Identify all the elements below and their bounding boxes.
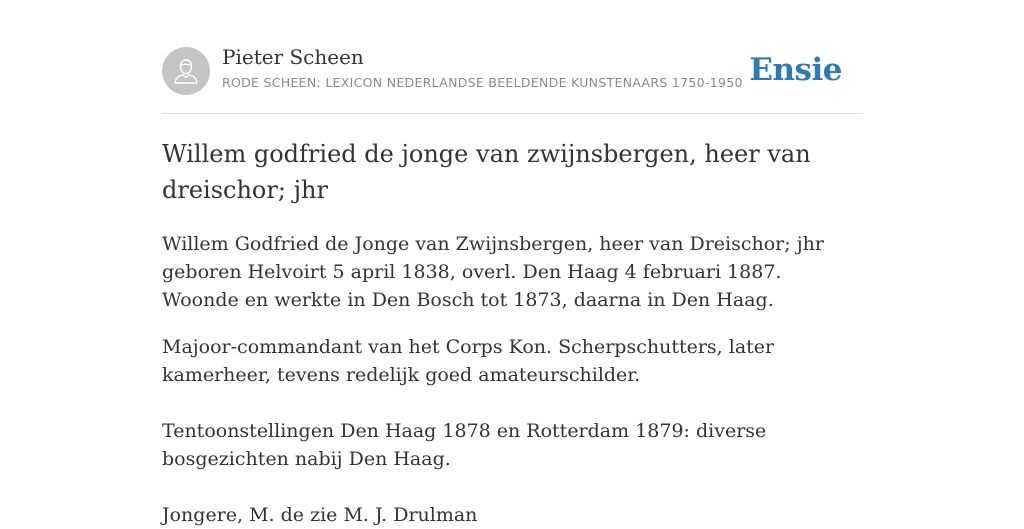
author-name[interactable]: Pieter Scheen: [222, 45, 364, 69]
article-title: Willem godfried de jonge van zwijnsbergen, heer van dreischor; jhr: [162, 140, 811, 204]
article-header: [162, 0, 862, 114]
ensie-logo[interactable]: Ensie: [749, 52, 842, 88]
article-paragraph: Tentoonstellingen Den Haag 1878 en Rotterdam 1879: diverse bosgezichten nabij Den Haag.: [162, 420, 767, 470]
article-paragraph: Jongere, M. de zie M. J. Drulman: [162, 504, 478, 526]
article-paragraph: Majoor-commandant van het Corps Kon. Scherpschutters, later kamerheer, tevens redelijk goed amateurschilder.: [162, 336, 775, 386]
article-page: [162, 0, 862, 529]
user-silhouette-icon: [162, 47, 210, 95]
author-avatar[interactable]: [162, 47, 210, 95]
source-title[interactable]: RODE SCHEEN: LEXICON NEDERLANDSE BEELDENDE KUNSTENAARS 1750-1950: [222, 75, 743, 90]
article-paragraph: Willem Godfried de Jonge van Zwijnsbergen, heer van Dreischor; jhr geboren Helvoirt 5 april 1838, overl. Den Haag 4 februari 1887. Woonde en werkte in Den Bosch tot 1873, daarna in Den Haag.: [162, 233, 824, 311]
